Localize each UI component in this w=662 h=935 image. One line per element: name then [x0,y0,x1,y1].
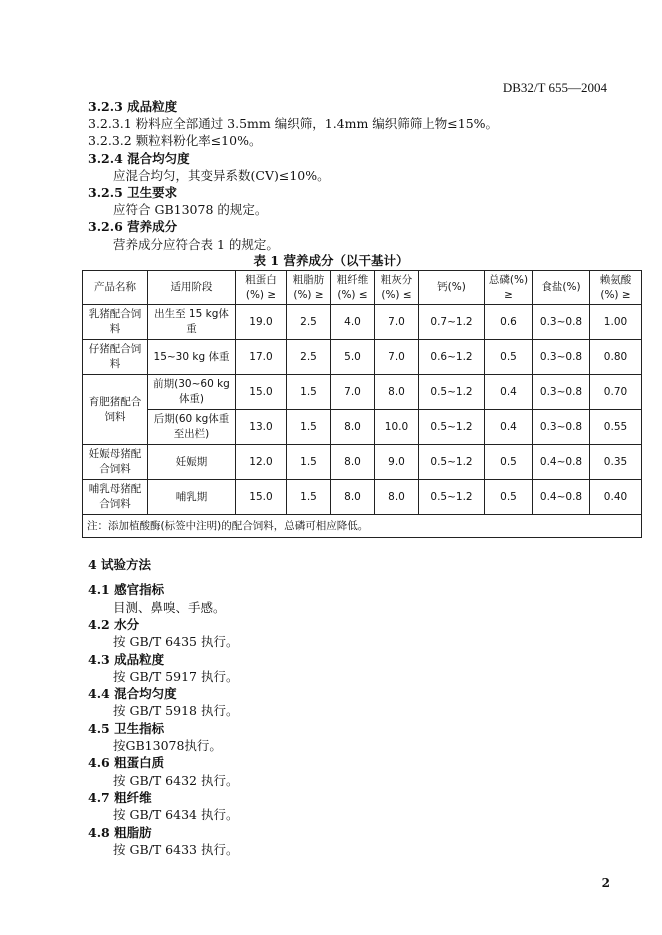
value-cell: 8.0 [331,445,375,480]
value-cell: 1.5 [287,445,331,480]
column-header [375,271,419,305]
stage-cell: 出生至 15 kg体重 [148,305,236,340]
product-name-cell: 哺乳母猪配合饲料 [83,480,148,515]
value-cell: 0.4~0.8 [533,445,590,480]
section-text: 按 GB/T 5917 执行。 [113,668,239,684]
section-heading: 4.2 水分 [88,616,140,632]
table-row [83,340,642,375]
table-body [83,305,642,538]
table-row [83,305,642,340]
value-cell: 0.4 [485,375,533,410]
value-cell: 8.0 [375,480,419,515]
table-caption: 表 1 营养成分（以干基计） [253,253,409,268]
product-name-cell: 妊娠母猪配合饲料 [83,445,148,480]
page-number: 2 [601,876,610,890]
product-name-cell: 仔猪配合饲料 [83,340,148,375]
table-row [83,445,642,480]
value-cell: 10.0 [375,410,419,445]
value-cell: 0.6~1.2 [419,340,485,375]
value-cell: 0.5 [485,480,533,515]
value-cell: 0.80 [590,340,642,375]
section-text: 按 GB/T 6432 执行。 [113,772,239,788]
value-cell: 0.5~1.2 [419,375,485,410]
section-text: 按 GB/T 6433 执行。 [113,841,239,857]
product-name-cell: 育肥猪配合饲料 [83,375,148,445]
column-header [590,271,642,305]
column-header [287,271,331,305]
column-header-text: 钙(%) [437,281,466,293]
value-cell: 1.00 [590,305,642,340]
section-heading: 3.2.3 成品粒度 [88,99,178,114]
value-cell: 0.55 [590,410,642,445]
stage-cell: 妊娠期 [148,445,236,480]
column-header-text: (%) ≥ [245,288,277,301]
value-cell: 0.5 [485,445,533,480]
section-heading: 4.6 粗蛋白质 [88,755,165,771]
column-header [83,271,148,305]
value-cell: 9.0 [375,445,419,480]
section-heading: 3.2.6 营养成分 [88,219,178,235]
stage-cell: 前期(30~60 kg 体重) [148,375,236,410]
section-text: 按 GB/T 5918 执行。 [113,703,239,719]
column-header-text: 适用阶段 [170,281,213,293]
column-header-text: (%) ≥ [293,288,324,301]
value-cell: 0.5 [485,340,533,375]
column-header-text: 粗脂肪 [292,273,325,286]
column-header-text: ≥ [504,288,513,301]
section-heading: 4.8 粗脂肪 [88,824,152,840]
value-cell: 8.0 [331,410,375,445]
section-text: 3.2.3.2 颗粒料粉化率≤10%。 [88,133,262,149]
column-header [236,271,287,305]
section-heading: 4.5 卫生指标 [88,720,165,736]
document-number: DB32/T 655—2004 [502,80,607,95]
value-cell: 0.5~1.2 [419,410,485,445]
column-header [148,271,236,305]
column-header-text: 总磷(%) [488,273,529,286]
table-row [83,480,642,515]
value-cell: 2.5 [287,305,331,340]
stage-cell: 后期(60 kg体重至出栏) [148,410,236,445]
value-cell: 0.5~1.2 [419,445,485,480]
value-cell: 8.0 [331,480,375,515]
column-header [419,271,485,305]
section-text: 按 GB/T 6434 执行。 [113,807,239,823]
value-cell: 0.5~1.2 [419,480,485,515]
value-cell: 0.3~0.8 [533,340,590,375]
column-header-text: 粗蛋白 [245,273,277,286]
column-header-text: (%) ≤ [337,288,368,301]
value-cell: 15.0 [236,480,287,515]
column-header-text: 粗纤维 [336,273,369,286]
column-header-text: 食盐(%) [541,281,581,293]
value-cell: 7.0 [375,305,419,340]
section-heading: 4.4 混合均匀度 [88,686,177,702]
table-row [83,410,642,445]
value-cell: 1.5 [287,375,331,410]
column-header-text: 赖氨酸 [599,273,632,286]
value-cell: 0.70 [590,375,642,410]
section-heading: 3.2.5 卫生要求 [88,185,178,200]
column-header-text: (%) ≥ [600,288,631,301]
value-cell: 8.0 [375,375,419,410]
value-cell: 0.35 [590,445,642,480]
stage-cell: 哺乳期 [148,480,236,515]
column-header [533,271,590,305]
value-cell: 0.6 [485,305,533,340]
value-cell: 2.5 [287,340,331,375]
nutrition-table [82,270,642,538]
value-cell: 0.40 [590,480,642,515]
section-heading: 3.2.4 混合均匀度 [88,150,190,166]
section-text: 按GB13078执行。 [113,738,222,753]
value-cell: 1.5 [287,480,331,515]
value-cell: 0.4~0.8 [533,480,590,515]
column-header [331,271,375,305]
value-cell: 0.4 [485,410,533,445]
value-cell: 17.0 [236,340,287,375]
table-note: 注：添加植酸酶(标签中注明)的配合饲料，总磷可相应降低。 [83,515,642,538]
section-text: 按 GB/T 6435 执行。 [113,634,239,650]
product-name-cell: 乳猪配合饲料 [83,305,148,340]
value-cell: 0.3~0.8 [533,410,590,445]
value-cell: 5.0 [331,340,375,375]
section-heading: 4 试验方法 [88,557,152,572]
value-cell: 7.0 [331,375,375,410]
section-heading: 4.3 成品粒度 [88,651,165,667]
table-header-row [83,271,642,305]
stage-cell: 15~30 kg 体重 [148,340,236,375]
column-header-text: 产品名称 [94,281,136,293]
column-header-text: 粗灰分 [380,273,413,286]
value-cell: 7.0 [375,340,419,375]
value-cell: 0.3~0.8 [533,375,590,410]
value-cell: 19.0 [236,305,287,340]
section-text: 应混合均匀，其变异系数(CV)≤10%。 [113,167,330,183]
value-cell: 4.0 [331,305,375,340]
table-row [83,375,642,410]
section-text: 3.2.3.1 粉料应全部通过 3.5mm 编织筛，1.4mm 编织筛筛上物≤15%。 [88,116,499,132]
section-heading: 4.1 感官指标 [88,582,165,598]
section-heading: 4.7 粗纤维 [88,789,152,805]
section-text: 营养成分应符合表 1 的规定。 [113,236,279,252]
value-cell: 15.0 [236,375,287,410]
value-cell: 0.3~0.8 [533,305,590,340]
column-header [485,271,533,305]
section-text: 目测、鼻嗅、手感。 [113,599,226,615]
value-cell: 0.7~1.2 [419,305,485,340]
value-cell: 12.0 [236,445,287,480]
column-header-text: (%) ≤ [381,288,412,301]
section-text: 应符合 GB13078 的规定。 [113,202,268,218]
value-cell: 13.0 [236,410,287,445]
value-cell: 1.5 [287,410,331,445]
table-note-row [83,515,642,538]
